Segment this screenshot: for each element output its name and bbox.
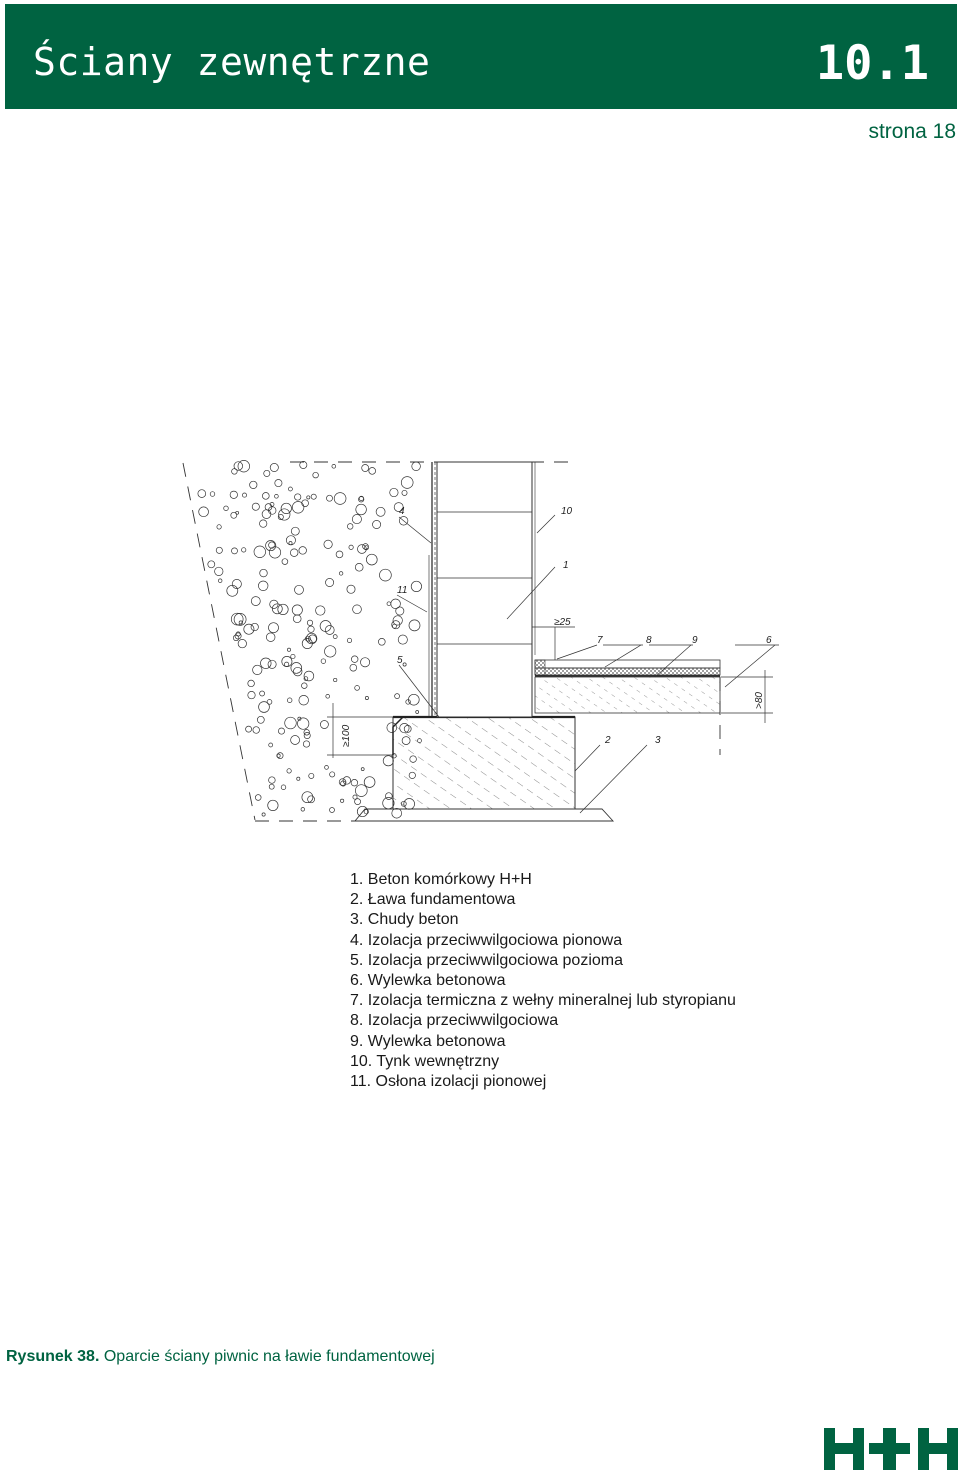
callout-2: 2 bbox=[605, 735, 611, 746]
legend-list bbox=[350, 870, 736, 1092]
callout-5: 5 bbox=[397, 655, 403, 666]
foundation-footing bbox=[393, 717, 575, 809]
page-title: Ściany zewnętrzne bbox=[33, 40, 431, 84]
section-number: 10.1 bbox=[815, 36, 929, 91]
callout-11: 11 bbox=[397, 585, 408, 596]
callout-9: 9 bbox=[692, 635, 698, 646]
page-number-label: strona 18 bbox=[868, 120, 956, 143]
vertical-insulation bbox=[429, 462, 435, 717]
figure-caption bbox=[6, 1348, 435, 1366]
dimension-min-25: ≥25 bbox=[554, 617, 571, 628]
legend-item: 3. Chudy beton bbox=[350, 911, 459, 929]
callout-3: 3 bbox=[655, 735, 661, 746]
legend-item: 8. Izolacja przeciwwilgociowa bbox=[350, 1012, 559, 1030]
lean-concrete bbox=[355, 809, 613, 821]
foundation-detail-drawing bbox=[175, 455, 785, 830]
legend-item: 4. Izolacja przeciwwilgociowa pionowa bbox=[350, 931, 623, 949]
legend-item: 9. Wylewka betonowa bbox=[350, 1032, 506, 1050]
callout-7: 7 bbox=[597, 635, 603, 646]
legend-item: 10. Tynk wewnętrzny bbox=[350, 1052, 500, 1070]
callout-6: 6 bbox=[766, 635, 772, 646]
legend-item: 5. Izolacja przeciwwilgociowa pozioma bbox=[350, 951, 624, 969]
floor-layers bbox=[535, 660, 720, 713]
aerated-concrete-wall bbox=[437, 462, 535, 717]
dimension-min-80: >80 bbox=[754, 692, 765, 709]
callout-8: 8 bbox=[646, 635, 652, 646]
callout-4: 4 bbox=[399, 506, 405, 517]
legend-item: 2. Ława fundamentowa bbox=[350, 891, 516, 909]
hh-logo-icon bbox=[824, 1428, 958, 1470]
gravel-backfill bbox=[198, 460, 422, 818]
callout-1: 1 bbox=[563, 560, 569, 571]
callout-10: 10 bbox=[561, 506, 573, 517]
legend-item: 7. Izolacja termiczna z wełny mineralnej lub styropianu bbox=[350, 992, 736, 1010]
legend-item: 1. Beton komórkowy H+H bbox=[350, 871, 532, 888]
caption-label: Rysunek 38. bbox=[6, 1348, 100, 1365]
caption-text: Oparcie ściany piwnic na ławie fundamentowej bbox=[103, 1348, 435, 1365]
page-header bbox=[5, 4, 957, 109]
legend-item: 11. Osłona izolacji pionowej bbox=[350, 1073, 547, 1091]
legend-item: 6. Wylewka betonowa bbox=[350, 972, 506, 990]
dimension-min-100: ≥100 bbox=[341, 724, 352, 747]
